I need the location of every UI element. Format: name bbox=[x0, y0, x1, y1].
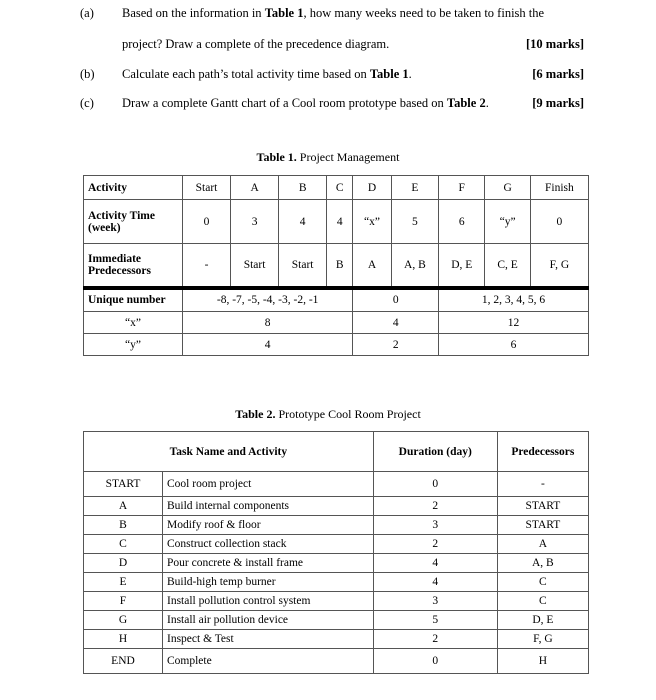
table1-cell: C, E bbox=[485, 244, 530, 288]
table1-header-cell: A bbox=[231, 176, 279, 200]
table1-cell: 6 bbox=[439, 200, 485, 244]
table2-cell-duration: 0 bbox=[373, 472, 497, 497]
table2-cell-task: Modify roof & floor bbox=[163, 516, 374, 535]
table2-cell-duration: 5 bbox=[373, 611, 497, 630]
table1-cell: “y” bbox=[485, 200, 530, 244]
table1-x-row bbox=[84, 312, 589, 334]
table2-row bbox=[84, 472, 589, 497]
table1-cell: 1, 2, 3, 4, 5, 6 bbox=[439, 288, 589, 312]
table1-time-label: Activity Time (week) bbox=[84, 200, 183, 244]
table2-cell-pred: START bbox=[497, 516, 588, 535]
table2-cell-task: Install air pollution device bbox=[163, 611, 374, 630]
table2-cell-task: Build internal components bbox=[163, 497, 374, 516]
table2-cell-duration: 4 bbox=[373, 573, 497, 592]
table2-row bbox=[84, 592, 589, 611]
table1-header-cell: D bbox=[353, 176, 391, 200]
table2-row bbox=[84, 611, 589, 630]
table1-header-cell: Start bbox=[183, 176, 231, 200]
table1-header-cell: C bbox=[327, 176, 353, 200]
table2-header-duration: Duration (day) bbox=[373, 432, 497, 472]
table1-cell: F, G bbox=[530, 244, 588, 288]
table1-header-row bbox=[84, 176, 589, 200]
table1-x-label: “x” bbox=[84, 312, 183, 334]
question-a-line2: project? Draw a complete of the precedence diagram. bbox=[122, 37, 390, 51]
table1-cell: D, E bbox=[439, 244, 485, 288]
table1-cell: A, B bbox=[391, 244, 438, 288]
table2-cell-duration: 3 bbox=[373, 516, 497, 535]
table1-cell: 6 bbox=[439, 334, 589, 356]
table2-cell-id: D bbox=[84, 554, 163, 573]
question-b bbox=[0, 67, 656, 87]
table2-cell-pred: START bbox=[497, 497, 588, 516]
question-c bbox=[0, 96, 656, 116]
table2-cell-pred: D, E bbox=[497, 611, 588, 630]
table2-cell-pred: - bbox=[497, 472, 588, 497]
question-b-label: (b) bbox=[80, 67, 95, 81]
table2-row bbox=[84, 535, 589, 554]
table2-cell-id: G bbox=[84, 611, 163, 630]
table1-cell: 3 bbox=[231, 200, 279, 244]
table2-cell-task: Install pollution control system bbox=[163, 592, 374, 611]
table2-row bbox=[84, 497, 589, 516]
table1-unique-row bbox=[84, 288, 589, 312]
table1-cell: Start bbox=[279, 244, 327, 288]
table2-cell-id: F bbox=[84, 592, 163, 611]
table1-pred-label: Immediate Predecessors bbox=[84, 244, 183, 288]
table2-row bbox=[84, 630, 589, 649]
table1-header-cell: E bbox=[391, 176, 438, 200]
question-a-marks: [10 marks] bbox=[526, 37, 584, 51]
table2-header-predecessors: Predecessors bbox=[497, 432, 588, 472]
table1-cell: Start bbox=[231, 244, 279, 288]
question-a bbox=[0, 6, 656, 66]
table2-cell-id: C bbox=[84, 535, 163, 554]
table2-row bbox=[84, 554, 589, 573]
table2-cell-pred: F, G bbox=[497, 630, 588, 649]
question-a-line1: Based on the information in Table 1, how many weeks need to be taken to finish the bbox=[122, 6, 545, 20]
table2-cell-duration: 3 bbox=[373, 592, 497, 611]
question-b-marks: [6 marks] bbox=[532, 67, 584, 81]
table1-time-row bbox=[84, 200, 589, 244]
table2-cell-duration: 2 bbox=[373, 497, 497, 516]
table1-cell: 0 bbox=[353, 288, 439, 312]
table2-cell-pred: C bbox=[497, 592, 588, 611]
table1-cell: 5 bbox=[391, 200, 438, 244]
table2-row bbox=[84, 649, 589, 674]
table1-unique-label: Unique number bbox=[84, 288, 183, 312]
table2-cell-duration: 2 bbox=[373, 630, 497, 649]
question-b-line1: Calculate each path’s total activity time based on Table 1. bbox=[122, 67, 412, 81]
table1-cell: 4 bbox=[353, 312, 439, 334]
table2-cell-pred: A, B bbox=[497, 554, 588, 573]
table2-header-task: Task Name and Activity bbox=[84, 432, 374, 472]
table2-cell-id: START bbox=[84, 472, 163, 497]
table2-caption: Table 2. Prototype Cool Room Project bbox=[235, 407, 421, 421]
table2-cell-id: H bbox=[84, 630, 163, 649]
table1-y-label: “y” bbox=[84, 334, 183, 356]
table2-cell-task: Cool room project bbox=[163, 472, 374, 497]
table1-header-cell: F bbox=[439, 176, 485, 200]
table2-row bbox=[84, 516, 589, 535]
table1-cell: - bbox=[183, 244, 231, 288]
table2-cell-task: Construct collection stack bbox=[163, 535, 374, 554]
table2-cell-id: B bbox=[84, 516, 163, 535]
table1-header-cell: Activity bbox=[84, 176, 183, 200]
question-c-label: (c) bbox=[80, 96, 94, 110]
table2-body bbox=[84, 472, 589, 674]
table1-header-cell: B bbox=[279, 176, 327, 200]
table1 bbox=[83, 175, 589, 356]
table1-caption: Table 1. Project Management bbox=[256, 150, 400, 164]
table2-cell-task: Inspect & Test bbox=[163, 630, 374, 649]
table2-cell-task: Complete bbox=[163, 649, 374, 674]
table2 bbox=[83, 431, 589, 674]
table2-cell-pred: C bbox=[497, 573, 588, 592]
table1-cell: -8, -7, -5, -4, -3, -2, -1 bbox=[183, 288, 353, 312]
table2-header-row bbox=[84, 432, 589, 472]
table2-row bbox=[84, 573, 589, 592]
table2-cell-task: Pour concrete & install frame bbox=[163, 554, 374, 573]
table2-cell-duration: 4 bbox=[373, 554, 497, 573]
table2-cell-id: E bbox=[84, 573, 163, 592]
table2-cell-pred: A bbox=[497, 535, 588, 554]
table1-header-cell: Finish bbox=[530, 176, 588, 200]
table1-cell: B bbox=[327, 244, 353, 288]
question-a-label: (a) bbox=[80, 6, 94, 20]
table2-cell-duration: 0 bbox=[373, 649, 497, 674]
table1-cell: 4 bbox=[279, 200, 327, 244]
table2-cell-duration: 2 bbox=[373, 535, 497, 554]
table1-cell: 2 bbox=[353, 334, 439, 356]
table1-cell: 4 bbox=[183, 334, 353, 356]
table1-cell: 0 bbox=[530, 200, 588, 244]
table1-y-row bbox=[84, 334, 589, 356]
table1-pred-row bbox=[84, 244, 589, 288]
table2-cell-pred: H bbox=[497, 649, 588, 674]
table1-cell: A bbox=[353, 244, 391, 288]
table1-cell: “x” bbox=[353, 200, 391, 244]
table1-cell: 12 bbox=[439, 312, 589, 334]
table1-cell: 8 bbox=[183, 312, 353, 334]
table2-cell-id: END bbox=[84, 649, 163, 674]
question-c-marks: [9 marks] bbox=[532, 96, 584, 110]
question-c-line1: Draw a complete Gantt chart of a Cool room prototype based on Table 2. bbox=[122, 96, 489, 110]
table2-cell-id: A bbox=[84, 497, 163, 516]
table1-header-cell: G bbox=[485, 176, 530, 200]
table1-cell: 0 bbox=[183, 200, 231, 244]
table1-cell: 4 bbox=[327, 200, 353, 244]
table2-cell-task: Build-high temp burner bbox=[163, 573, 374, 592]
